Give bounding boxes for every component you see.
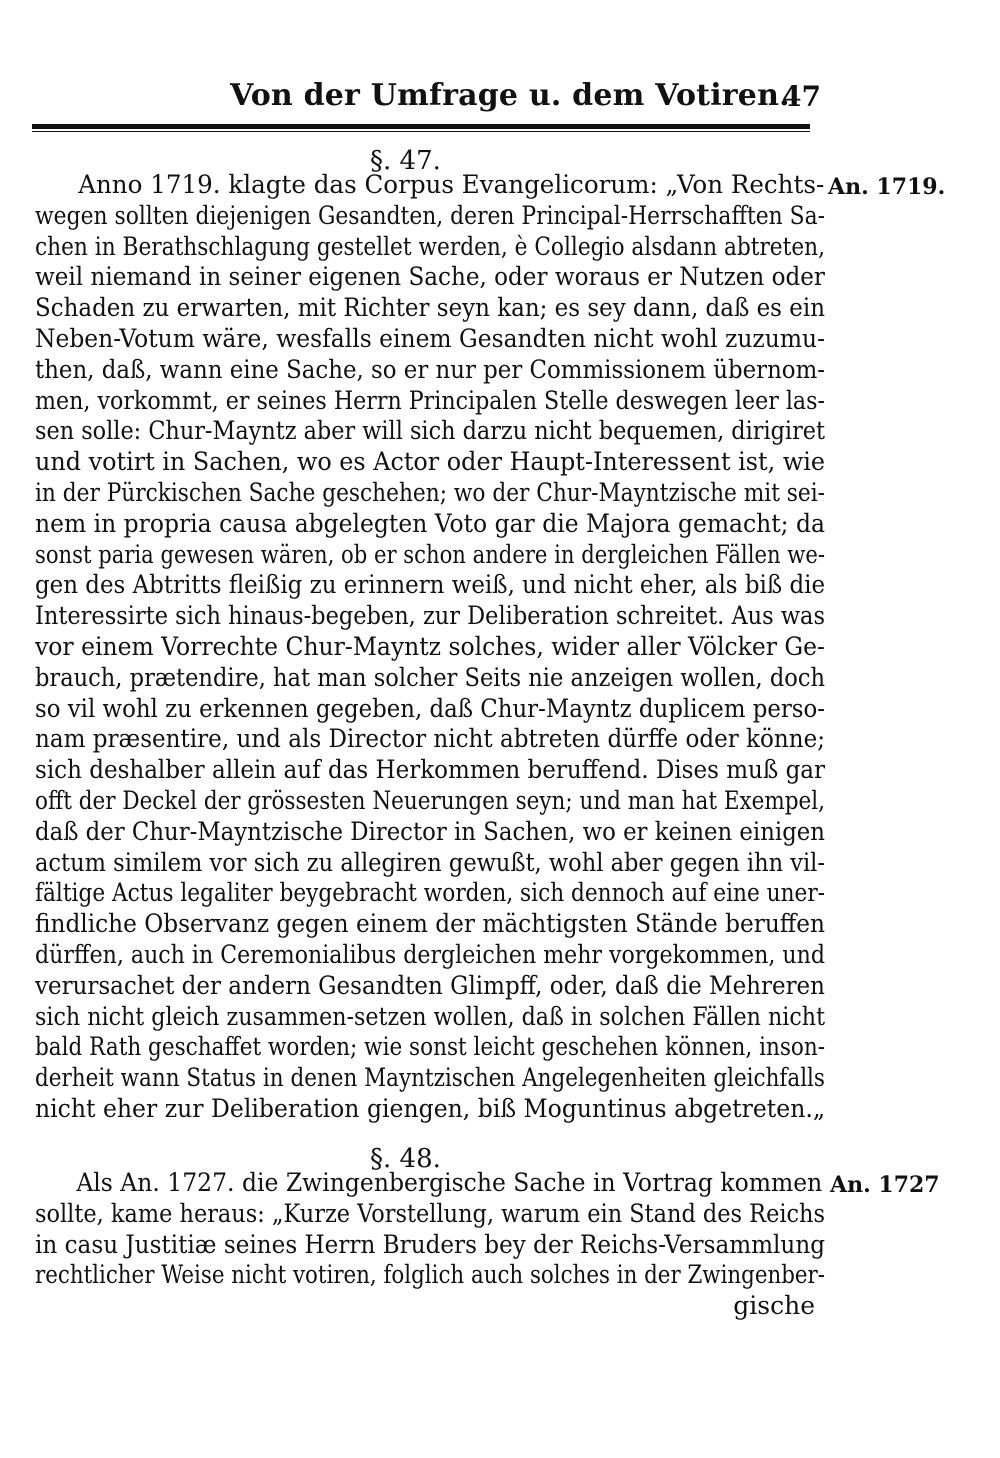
text-line: gen des Abtritts fleißig zu erinnern weiß, und nicht eher, als biß die (35, 570, 826, 600)
text-line: nam præsentire, und als Director nicht abtreten dürffe oder könne; (35, 724, 826, 754)
text-line: nicht eher zur Deliberation giengen, biß Moguntinus abgetreten.„ (35, 1093, 826, 1123)
text-line: sich deshalber allein auf das Herkommen beruffend. Dises muß gar (35, 755, 826, 785)
text-line: Neben-Votum wäre, wesfalls einem Gesandten nicht wohl zuzumu- (35, 323, 826, 353)
text-line: so vil wohl zu erkennen gegeben, daß Chur-Mayntz duplicem perso- (35, 693, 826, 723)
text-line: wegen sollten diejenigen Gesandten, deren Principal-Herrschafften Sa- (35, 200, 825, 230)
text-line: weil niemand in seiner eigenen Sache, oder woraus er Nutzen oder (35, 262, 825, 292)
text-line: Als An. 1727. die Zwingenbergische Sache in Vortrag kommen (76, 1168, 823, 1197)
text-line: brauch, prætendire, hat man solcher Seits nie anzeigen wollen, doch (35, 662, 825, 692)
text-line: findliche Observanz gegen einem der mächtigsten Stände beruffen (35, 909, 825, 939)
section-48-margin-note: An. 1727 (830, 1172, 940, 1198)
text-line: Interessirte sich hinaus-begeben, zur Deliberation schreitet. Aus was (35, 601, 825, 631)
text-line: chen in Berathschlagung gestellet werden, è Collegio alsdann abtreten, (35, 231, 826, 261)
header-rule (32, 124, 810, 129)
catchword: gische (733, 1291, 815, 1321)
section-47-text (35, 170, 825, 1125)
text-line: verursachet der andern Gesandten Glimpff, oder, daß die Mehreren (35, 970, 825, 1000)
text-line: in casu Justitiæ seines Herrn Bruders bey der Reichs-Versammlung (35, 1229, 825, 1259)
header-rule-thin (32, 131, 810, 132)
text-line: Schaden zu erwarten, mit Richter seyn kan; es sey dann, daß es ein (35, 293, 825, 323)
text-line: daß der Chur-Mayntzische Director in Sachen, wo er keinen einigen (35, 816, 825, 846)
text-line: in der Pürckischen Sache geschehen; wo der Chur-Mayntzische mit sei- (35, 477, 825, 507)
section-47-heading: §. 47. (370, 146, 441, 176)
text-line: then, daß, wann eine Sache, so er nur per Commissionem übernom- (35, 354, 826, 384)
section-47-margin-note: An. 1719. (828, 174, 946, 200)
text-line: sonst paria gewesen wären, ob er schon andere in dergleichen Fällen we- (35, 539, 825, 569)
text-line: und votirt in Sachen, wo es Actor oder Haupt-Interessent ist, wie (35, 447, 826, 477)
text-line: Anno 1719. klagte das Corpus Evangelicorum: „Von Rechts- (78, 170, 825, 199)
text-line: nem in propria causa abgelegten Voto gar die Majora gemacht; da (35, 508, 825, 538)
text-line: bald Rath geschaffet worden; wie sonst leicht geschehen können, inson- (35, 1032, 826, 1062)
running-title: Von der Umfrage u. dem Votiren. (230, 78, 790, 113)
text-line: actum similem vor sich zu allegiren gewußt, wohl aber gegen ihn vil- (35, 847, 826, 877)
section-48-heading: §. 48. (370, 1144, 441, 1174)
text-line: men, vorkommt, er seines Herrn Principalen Stelle deswegen leer las- (35, 385, 826, 415)
page-number: 47 (782, 80, 821, 113)
text-line: fältige Actus legaliter beygebracht worden, sich dennoch auf eine uner- (35, 878, 825, 908)
text-line: sich nicht gleich zusammen-setzen wollen, daß in solchen Fällen nicht (35, 1001, 825, 1031)
section-48-text (35, 1168, 825, 1322)
text-line: dürffen, auch in Ceremonialibus dergleichen mehr vorgekommen, und (35, 939, 825, 969)
text-line: sollte, kame heraus: „Kurze Vorstellung, warum ein Stand des Reichs (35, 1198, 826, 1228)
text-line: sen solle: Chur-Mayntz aber will sich darzu nicht bequemen, dirigiret (35, 416, 825, 446)
text-line: rechtlicher Weise nicht votiren, folglich auch solches in der Zwingenber- (35, 1260, 825, 1290)
text-line: derheit wann Status in denen Mayntzischen Angelegenheiten gleichfalls (35, 1063, 825, 1093)
text-line: vor einem Vorrechte Chur-Mayntz solches, wider aller Völcker Ge- (35, 631, 825, 661)
text-line: offt der Deckel der grössesten Neuerungen seyn; und man hat Exempel, (35, 785, 826, 815)
